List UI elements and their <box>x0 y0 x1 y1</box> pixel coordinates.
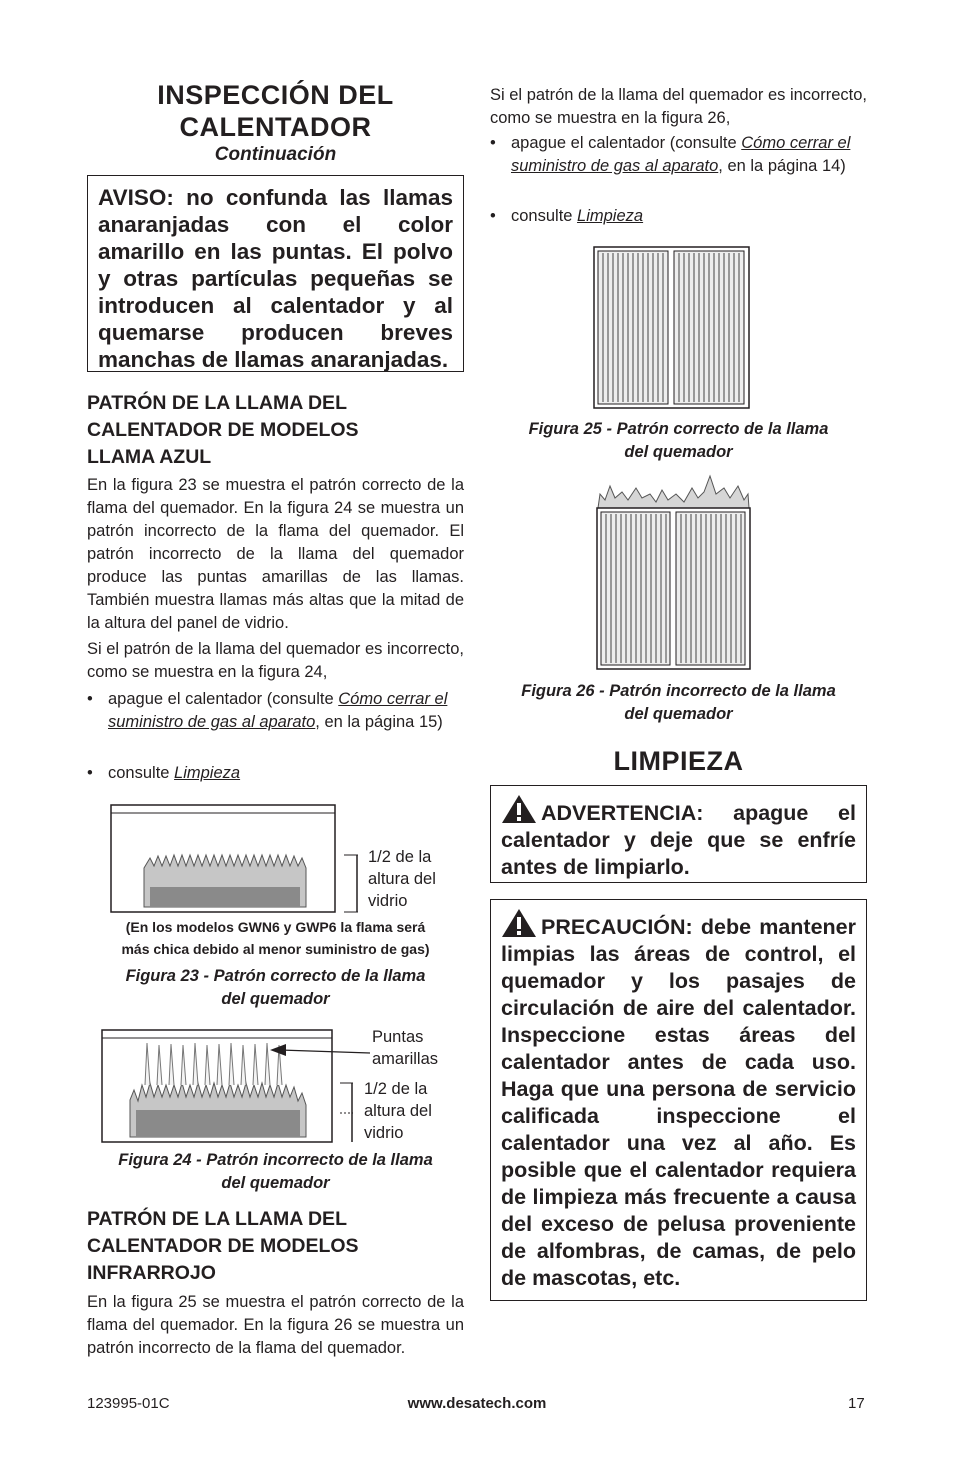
bullet-text: apague el calentador (consulte <box>108 690 339 708</box>
llama-azul-bullet2 <box>87 762 464 785</box>
link-como-cerrar[interactable]: Cómo cerrar el suministro de gas al aparato <box>511 134 851 175</box>
website-link[interactable]: www.desatech.com <box>407 1395 547 1412</box>
page-title-line2: CALENTADOR <box>179 112 372 142</box>
fig23-half-height-label: 1/2 de la altura del vidrio <box>368 848 436 910</box>
burner-base <box>150 887 300 907</box>
heading-line: PATRÓN DE LA LLAMA DEL <box>87 392 347 414</box>
bullet-text: , en la página 15) <box>315 713 443 731</box>
fig26-caption <box>490 680 867 726</box>
heading-line: INFRARROJO <box>87 1262 216 1284</box>
llama-azul-heading <box>87 390 359 471</box>
caption-line: del quemador <box>221 1174 330 1192</box>
fig24-caption <box>87 1149 464 1195</box>
bullet-text: , en la página 14) <box>718 157 846 175</box>
page-subtitle: Continuación <box>214 144 337 165</box>
document-code: 123995-01C <box>87 1395 170 1412</box>
heading-line: LLAMA AZUL <box>87 446 212 468</box>
flame-icon <box>598 476 749 508</box>
advertencia-text: ADVERTENCIA: apague el calentador y deje que se enfríe antes de limpiarlo. <box>501 801 856 879</box>
figure-25-ir-burner <box>593 246 751 410</box>
tips-pointer <box>280 1050 370 1053</box>
bullet-dot: • <box>87 690 93 708</box>
bullet-text: apague el calentador (consulte <box>511 134 742 152</box>
bullet-text: consulte <box>511 207 578 225</box>
yellow-tips <box>145 1043 282 1085</box>
note-line: (En los modelos GWN6 y GWP6 la flama será <box>125 919 426 935</box>
bullet-dot: • <box>87 764 93 782</box>
link-limpieza[interactable]: Limpieza <box>577 207 644 225</box>
caption-line: del quemador <box>221 990 330 1008</box>
burner-base <box>136 1110 300 1137</box>
limpieza-heading: LIMPIEZA <box>613 746 744 776</box>
link-como-cerrar[interactable]: Cómo cerrar el suministro de gas al aparato <box>108 690 448 731</box>
figure-23-burner <box>100 800 370 920</box>
page-title-line1: INSPECCIÓN DEL <box>157 80 394 110</box>
llama-azul-paragraph1: En la figura 23 se muestra el patrón correcto de la flama del quemador. En la figura 24 se muestra un patrón incorrecto de la flama del quemador. El patrón incorrecto de la llama del quemador produce las puntas amarillas de las llamas. También muestra llamas más altas que la mitad de la altura del panel de vidrio. <box>87 476 464 632</box>
advertencia-box <box>490 785 867 883</box>
right-bullet2 <box>490 205 867 228</box>
caption-line: Figura 23 - Patrón correcto de la llama <box>125 967 426 985</box>
link-limpieza[interactable]: Limpieza <box>174 764 241 782</box>
infrarrojo-heading <box>87 1206 359 1287</box>
caption-line: del quemador <box>624 443 733 461</box>
caption-line: Figura 26 - Patrón incorrecto de la llama <box>521 682 836 700</box>
arrow-head-icon <box>270 1044 286 1056</box>
right-bullet1 <box>490 132 867 178</box>
right-paragraph: Si el patrón de la llama del quemador es incorrecto, como se muestra en la figura 26, <box>490 86 867 127</box>
heading-line: CALENTADOR DE MODELOS <box>87 419 359 441</box>
precaucion-box <box>490 899 867 1301</box>
precaucion-text: PRECAUCIÓN: debe mantener limpias las áreas de control, el quemador y los pasajes de circulación de aire del calentador. Inspeccione estas áreas del calentador antes de cada uso. Haga que una persona de servicio calificada inspeccione el calentador una vez al año. Es posible que el calentador requiera de limpieza más frecuente a causa del exceso de pelusa proveniente de alfombras, de camas, de pelo de mascotas, etc. <box>501 915 856 1290</box>
fig23-note <box>87 916 464 960</box>
fig24-half-height-label: 1/2 de la altura del vidrio <box>364 1080 432 1142</box>
warning-icon <box>501 794 537 824</box>
figure-24-burner <box>100 1025 370 1150</box>
heading-line: PATRÓN DE LA LLAMA DEL <box>87 1208 347 1230</box>
bullet-dot: • <box>490 134 496 152</box>
fig24-tips-label: Puntas amarillas <box>372 1028 439 1068</box>
bullet-text: consulte <box>108 764 175 782</box>
note-line: más chica debido al menor suministro de gas) <box>121 941 430 957</box>
aviso-box: AVISO: no confunda las llamas anaranjadas con el color amarillo en las puntas. El polvo y otras partículas pequeñas se introducen al calentador y al quemarse producen breves manchas de llamas anaranjadas. <box>87 175 464 372</box>
infrarrojo-paragraph: En la figura 25 se muestra el patrón correcto de la flama del quemador. En la figura 26 se muestra un patrón incorrecto de la flama del quemador. <box>87 1293 464 1357</box>
fig23-caption <box>87 965 464 1011</box>
caption-line: del quemador <box>624 705 733 723</box>
warning-icon <box>501 908 537 938</box>
page-number: 17 <box>848 1395 865 1412</box>
bullet-dot: • <box>490 207 496 225</box>
llama-azul-paragraph2: Si el patrón de la llama del quemador es incorrecto, como se muestra en la figura 24, <box>87 640 464 681</box>
heading-line: CALENTADOR DE MODELOS <box>87 1235 359 1257</box>
figure-26-ir-burner <box>596 476 751 670</box>
caption-line: Figura 25 - Patrón correcto de la llama <box>528 420 829 438</box>
caption-line: Figura 24 - Patrón incorrecto de la llama <box>118 1151 433 1169</box>
fig25-caption <box>490 418 867 464</box>
llama-azul-bullet1 <box>87 688 464 734</box>
